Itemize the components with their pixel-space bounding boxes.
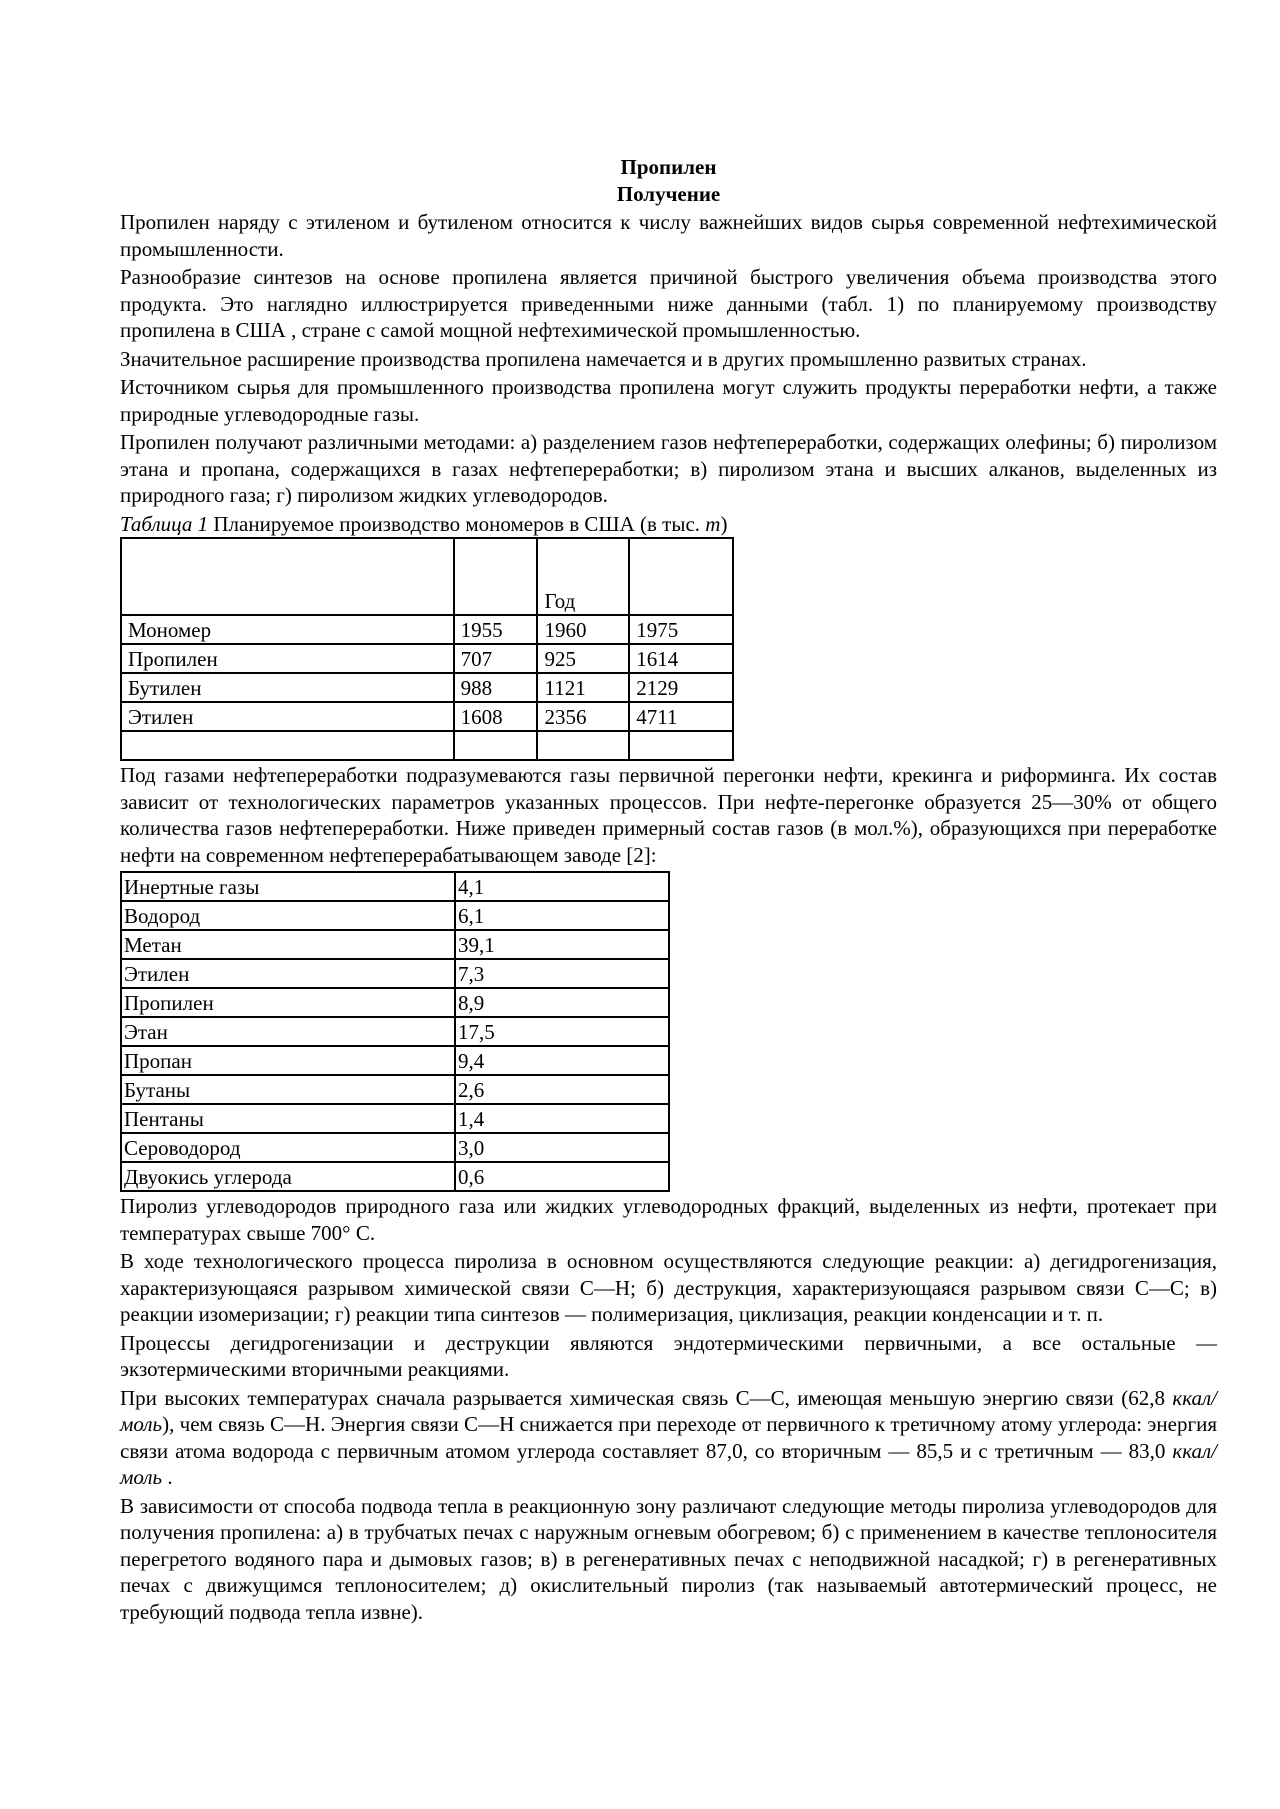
monomer-production-table xyxy=(120,537,734,761)
gas-name: Этан xyxy=(121,1017,455,1046)
table-row xyxy=(121,959,669,988)
text-run: ), чем связь С—Н. Энергия связи С—Н снижается при переходе от первичного к третичному атому углерода: энергия связи атома водорода с первичным атомом углерода составляет 87,0, со вторичным — 85,5 и с третичным — 83,0 xyxy=(120,1412,1217,1463)
table-cell xyxy=(537,731,629,760)
table-caption-close: ) xyxy=(720,511,728,536)
table-row xyxy=(121,1046,669,1075)
gas-value: 1,4 xyxy=(455,1104,669,1133)
paragraph: Пиролиз углеводородов природного газа или жидких углеводородных фракций, выделенных из нефти, протекает при температурах свыше 700° С. xyxy=(120,1194,1217,1245)
table-cell: 2129 xyxy=(629,673,733,702)
gas-name: Пропан xyxy=(121,1046,455,1075)
year-cell: 1975 xyxy=(629,615,733,644)
table-header-row xyxy=(121,615,733,644)
table-cell xyxy=(454,538,538,615)
gas-value: 0,6 xyxy=(455,1162,669,1191)
table-cell: 1614 xyxy=(629,644,733,673)
table-row xyxy=(121,1133,669,1162)
gas-value: 8,9 xyxy=(455,988,669,1017)
column-header: Мономер xyxy=(121,615,454,644)
unit-text: ккал/моль xyxy=(120,1438,1217,1489)
gas-value: 7,3 xyxy=(455,959,669,988)
monomer-name: Бутилен xyxy=(121,673,454,702)
table-cell: 2356 xyxy=(537,702,629,731)
monomer-name: Пропилен xyxy=(121,644,454,673)
table-row xyxy=(121,988,669,1017)
paragraph: Пропилен наряду с этиленом и бутиленом относится к числу важнейших видов сырья современной нефтехимической промышленности. xyxy=(120,210,1217,261)
table-row xyxy=(121,930,669,959)
gas-name: Двуокись углерода xyxy=(121,1162,455,1191)
table-header-row xyxy=(121,538,733,615)
table-row xyxy=(121,901,669,930)
page-title: Пропилен xyxy=(620,155,717,179)
table-row xyxy=(121,1017,669,1046)
table-cell: 1608 xyxy=(454,702,538,731)
gas-name: Пропилен xyxy=(121,988,455,1017)
monomer-name: Этилен xyxy=(121,702,454,731)
paragraph: Пропилен получают различными методами: а) разделением газов нефтепереработки, содержащих олефины; б) пиролизом этана и пропана, содержащихся в газах нефтепереработки; в) пиролизом этана и высших алканов, выделенных из природного газа; г) пиролизом жидких углеводородов. xyxy=(120,430,1217,507)
gas-value: 6,1 xyxy=(455,901,669,930)
table-row xyxy=(121,702,733,731)
year-cell: 1955 xyxy=(454,615,538,644)
table-cell xyxy=(121,538,454,615)
gas-value: 3,0 xyxy=(455,1133,669,1162)
text-run: При высоких температурах сначала разрывается химическая связь С—С, имеющая меньшую энергию связи (62,8 xyxy=(120,1385,1173,1410)
table-row xyxy=(121,872,669,901)
gas-name: Пентаны xyxy=(121,1104,455,1133)
table-cell xyxy=(121,731,454,760)
document-page xyxy=(120,153,1217,1627)
gas-name: Метан xyxy=(121,930,455,959)
table-caption-label: Таблица 1 xyxy=(120,511,209,536)
table-cell xyxy=(629,538,733,615)
gas-value: 2,6 xyxy=(455,1075,669,1104)
gas-value: 9,4 xyxy=(455,1046,669,1075)
table-cell xyxy=(454,731,538,760)
table-row xyxy=(121,673,733,702)
text-run: . xyxy=(162,1465,173,1489)
gas-name: Этилен xyxy=(121,959,455,988)
gas-name: Инертные газы xyxy=(121,872,455,901)
table-caption-unit: т xyxy=(705,511,721,536)
paragraph: Под газами нефтепереработки подразумеваются газы первичной перегонки нефти, крекинга и риформинга. Их состав зависит от технологических параметров указанных процессов. При нефте-перегонке образуется 25—30% от общего количества газов нефтепереработки. Ниже приведен примерный состав газов (в мол.%), образующихся при переработке нефти на современном нефтеперерабатывающем заводе [2]: xyxy=(120,763,1217,867)
paragraph: Процессы дегидрогенизации и деструкции являются эндотермическими первичными, а все остальные — экзотермическими вторичными реакциями. xyxy=(120,1330,1217,1381)
table-cell: 1121 xyxy=(537,673,629,702)
table-cell: 707 xyxy=(454,644,538,673)
section-heading: Получение xyxy=(616,182,721,206)
paragraph-energy xyxy=(120,1385,1217,1491)
gas-name: Сероводород xyxy=(121,1133,455,1162)
table-cell xyxy=(629,731,733,760)
gas-name: Водород xyxy=(121,901,455,930)
year-cell: 1960 xyxy=(537,615,629,644)
paragraph: Разнообразие синтезов на основе пропилена является причиной быстрого увеличения объема производства этого продукта. Это наглядно иллюстрируется приведенными ниже данными (табл. 1) по планируемому производству пропилена в США , стране с самой мощной нефтехимической промышленностью. xyxy=(120,265,1217,342)
gas-value: 39,1 xyxy=(455,930,669,959)
paragraph: В ходе технологического процесса пиролиза в основном осуществляются следующие реакции: а) дегидрогенизация, характеризующаяся разрывом химической связи С—Н; б) деструкция, характеризующаяся разрывом связи С—С; в) реакции изомеризации; г) реакции типа синтезов — полимеризация, циклизация, реакции конденсации и т. п. xyxy=(120,1249,1217,1326)
year-header: Год xyxy=(537,538,629,615)
table-cell: 988 xyxy=(454,673,538,702)
table-caption xyxy=(120,511,1217,538)
gas-composition-table xyxy=(120,871,670,1192)
paragraph: Значительное расширение производства пропилена намечается и в других промышленно развитых странах. xyxy=(120,346,1087,371)
paragraph: В зависимости от способа подвода тепла в реакционную зону различают следующие методы пиролиза углеводородов для получения пропилена: а) в трубчатых печах с наружным огневым обогревом; б) с применением в качестве теплоносителя перегретого водяного пара и дымовых газов; в) в регенеративных печах с неподвижной насадкой; г) в регенеративных печах с движущимся теплоносителем; д) окислительный пиролиз (так называемый автотермический процесс, не требующий подвода тепла извне). xyxy=(120,1493,1217,1624)
table-row-empty xyxy=(121,731,733,760)
gas-name: Бутаны xyxy=(121,1075,455,1104)
table-cell: 4711 xyxy=(629,702,733,731)
gas-value: 17,5 xyxy=(455,1017,669,1046)
unit-text: ккал/моль xyxy=(120,1385,1217,1436)
paragraph: Источником сырья для промышленного производства пропилена могут служить продукты переработки нефти, а также природные углеводородные газы. xyxy=(120,375,1217,426)
table-row xyxy=(121,1104,669,1133)
table-row xyxy=(121,1075,669,1104)
table-cell: 925 xyxy=(537,644,629,673)
table-row xyxy=(121,644,733,673)
gas-value: 4,1 xyxy=(455,872,669,901)
table-caption-text: Планируемое производство мономеров в США (в тыс. xyxy=(213,511,701,536)
table-row xyxy=(121,1162,669,1191)
